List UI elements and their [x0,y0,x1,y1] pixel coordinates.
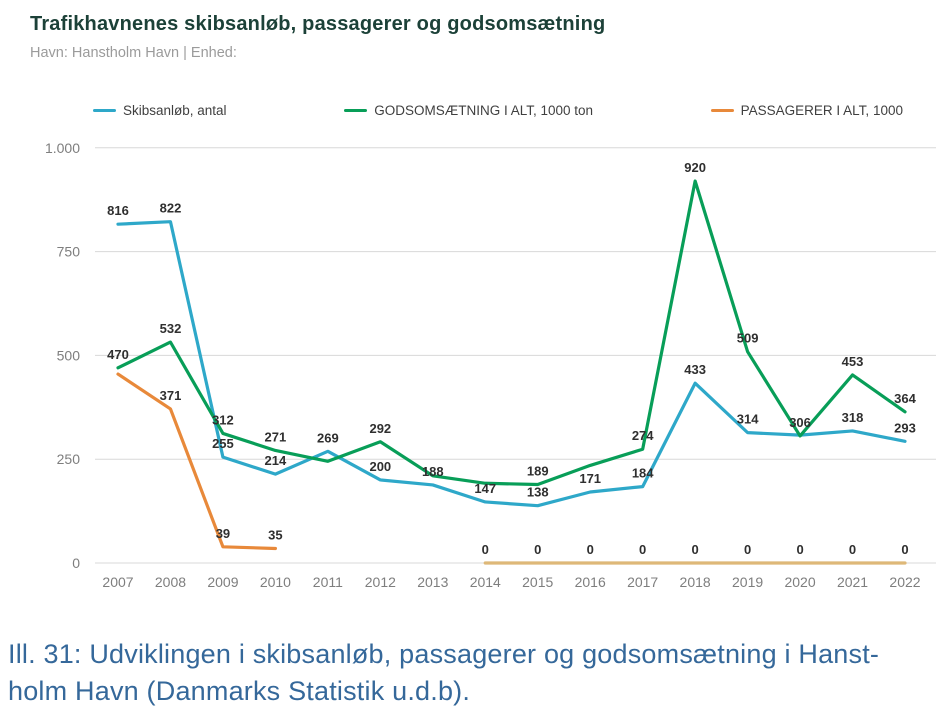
data-label: 0 [691,542,699,557]
caption-line-1: Ill. 31: Udviklingen i skibsanløb, passagerer og godsomsætning i Hanst- [8,639,880,669]
legend-item-skibsanlob[interactable] [93,103,227,118]
data-label: 35 [268,527,283,543]
data-label: 189 [526,463,549,479]
data-label: 171 [579,471,602,487]
data-label: 920 [684,160,706,176]
chart-plot [0,125,948,610]
x-tick-label: 2020 [784,574,816,590]
caption-line-2: holm Havn (Danmarks Statistik u.d.b). [8,676,471,706]
x-tick-label: 2015 [522,574,554,590]
data-label: 188 [421,463,444,479]
x-tick-label: 2021 [836,574,869,590]
x-tick-label: 2007 [102,574,134,590]
chart-header [0,0,948,61]
legend-label-passagerer: PASSAGERER I ALT, 1000 [740,103,903,118]
data-label: 0 [901,542,909,557]
y-tick-label: 500 [56,347,80,364]
legend-swatch-passagerer [711,109,734,113]
x-tick-label: 2019 [732,574,764,590]
data-label: 816 [107,203,129,219]
chart-title: Trafikhavnenes skibsanløb, passagerer og godsomsætning [30,13,606,35]
data-label: 200 [369,458,392,474]
data-label: 138 [526,484,549,500]
data-label: 371 [159,387,182,403]
x-tick-label: 2011 [312,574,343,590]
data-label: 271 [264,429,287,445]
data-label: 306 [789,414,811,430]
legend-label-skibsanlob: Skibsanløb, antal [123,103,227,118]
data-label: 147 [474,480,497,496]
data-label: 184 [631,465,654,481]
y-tick-label: 1.000 [44,139,80,156]
data-label: 269 [317,430,339,446]
x-tick-label: 2022 [889,574,921,590]
data-label: 318 [841,409,864,425]
data-label: 292 [369,420,392,436]
data-label: 0 [743,542,752,557]
data-label: 0 [586,542,594,557]
y-tick-label: 250 [56,451,80,468]
legend-swatch-godsomsaetning [344,109,367,113]
data-label: 822 [159,200,182,216]
data-label: 0 [848,542,857,557]
chart-legend [0,103,948,118]
data-label: 509 [736,330,759,346]
x-tick-label: 2013 [417,574,449,590]
legend-item-godsomsaetning[interactable] [344,103,593,118]
data-label: 0 [796,542,804,557]
x-tick-label: 2014 [469,574,501,590]
data-label: 0 [534,542,542,557]
data-label: 255 [212,436,234,452]
legend-label-godsomsaetning: GODSOMSÆTNING I ALT, 1000 ton [374,103,594,118]
series-line-1 [118,181,905,485]
legend-item-passagerer[interactable] [711,103,903,118]
data-label: 314 [736,411,759,427]
data-label: 470 [107,346,129,362]
x-tick-label: 2018 [679,574,711,590]
data-label: 214 [264,453,287,469]
data-label: 0 [481,542,489,557]
data-label: 39 [215,525,231,541]
x-tick-label: 2009 [207,574,239,590]
figure-caption [0,636,948,710]
data-label: 312 [212,412,234,428]
chart-subtitle: Havn: Hanstholm Havn | Enhed: [30,45,237,61]
series-line-0 [118,222,905,506]
data-label: 293 [894,420,916,436]
x-tick-label: 2016 [574,574,606,590]
y-tick-label: 750 [56,243,80,260]
x-tick-label: 2017 [627,574,659,590]
x-tick-label: 2012 [364,574,396,590]
data-label: 0 [639,542,647,557]
legend-swatch-skibsanlob [93,109,116,113]
x-tick-label: 2008 [154,574,187,590]
data-label: 453 [841,353,864,369]
data-label: 433 [684,362,706,378]
y-tick-label: 0 [72,555,80,571]
series-line-2 [118,374,275,548]
data-label: 364 [894,390,916,406]
x-tick-label: 2010 [259,574,291,590]
data-label: 532 [159,321,182,337]
data-label: 274 [631,428,654,444]
